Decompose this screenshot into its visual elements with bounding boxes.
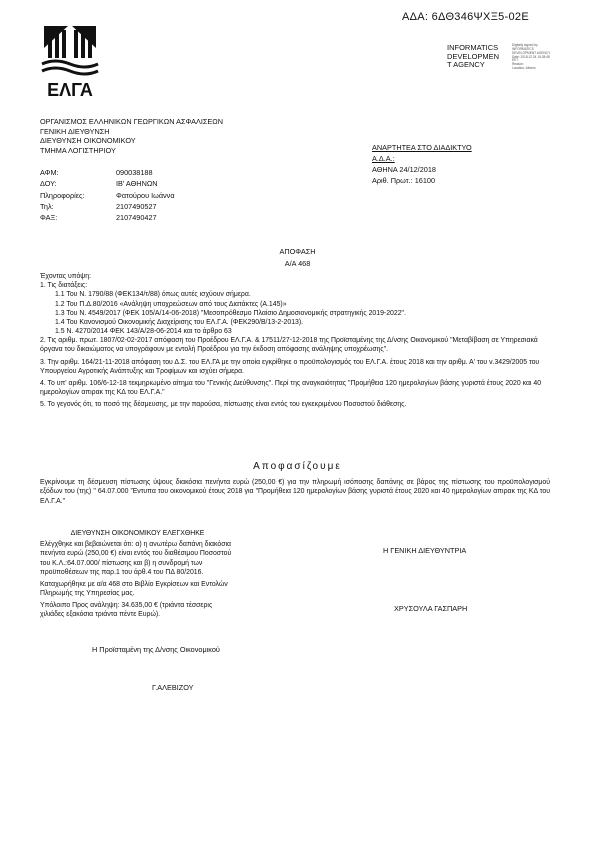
- decision-paragraph: Εγκρίνουμε τη δέσμευση πίστωσης ύψους διακόσια πενήντα ευρώ (250,00 €) για την πληρωμή ισόποσης δαπάνης σε βάρος της πίστωσης του προϋπολογισμού εξόδων του (της) " 64.07.000 'Έντυπα του οικονομικού έτους 2018 για "Προμήθεια 120 ημερολογίων βάσης γυριστά έτους 2020 και 40 ημερολογίων απιρακ της ΚΔ του ΕΛ.Γ.Α.": [40, 479, 550, 505]
- general-director-name: ΧΡΥΣΟΥΛΑ ΓΑΣΠΑΡΗ: [394, 604, 468, 613]
- logo-text: ΕΛΓΑ: [47, 80, 93, 100]
- decide-heading: Αποφασίζουμε: [253, 461, 342, 472]
- elga-logo: [40, 22, 100, 100]
- general-director-title: Η ΓΕΝΙΚΗ ΔΙΕΥΘΥΝΤΡΙΑ: [383, 546, 467, 555]
- signer-name: INFORMATICS DEVELOPMEN T AGENCY: [447, 43, 500, 70]
- ada-code: ΑΔΑ: 6ΔΘ346ΨΧΞ5-02Ε: [401, 11, 529, 23]
- contact-info: ΑΦΜ: 090038188 ΔΟΥ: ΙΒ' ΑΘΗΝΩΝ Πληροφορίες: Φατούρου Ιωάννα Τηλ: 2107490527 ΦΑΞ: 2107490427: [40, 168, 175, 223]
- finance-head-title: Η Προϊσταμένη της Δ/νσης Οικονομικού: [92, 645, 220, 654]
- considerations: Έχοντας υπόψη: 1. Τις διατάξεις: 1.1 Του Ν. 1790/88 (ΦΕΚ134/τ/88) όπως αυτές ισχύουν σήμερα. 1.2 Του Π.Δ.80/2016 «Ανάληψη υποχρεώσεων από τους Διατάκτες (Α.145)» 1.3 Του Ν. 4549/2017 (ΦΕΚ 105/Α/14-06-2018) "Μεσοπρόθεσμο Πλαίσιο Δημοσιονομικής στρατηγικής 2019-2022". 1.4 Του Κανονισμού Οικονομικής Διαχείρισης του ΕΛ.Γ.Α. (ΦΕΚ290/Β/13-2-2013). 1.5 Ν. 4270/2014 ΦΕΚ 143/Α/28-06-2014 και το άρθρο 63 2. Τις αριθμ. πρωτ. 1807/02-02-2017 απόφαση του Προέδρου ΕΛ.Γ.Α. & 17511/27-12-2018 της Προϊσταμένης της Δ/νσης Οικονομικού "Μεταβίβαση σε Υπηρεσιακά όργανα του δικαιώματος να υπογράφουν με εντολή Προέδρου για την έκδοση απόφασης ανάληψης υποχρέωσης". 3. Την αριθμ. 164/21-11-2018 απόφαση του Δ.Σ. του ΕΛ.ΓΑ με την οποία εγκρίθηκε ο προϋπολογισμός του ΕΛ.Γ.Α. έτους 2018 και την αριθμ. Α' του ν.3429/2005 του Υπουργείου Αγροτικής Ανάπτυξης και Τροφίμων και ισχύει σήμερα. 4. Το υπ' αριθμ. 106/6-12-18 τεκμηριωμένο αίτημα του "Γενικής Διεύθυνσης". Περί της αναγκαιότητας "Προμήθεια 120 ημερολογίων βάσης γυριστά έτους 2020 και 40 ημερολογίων απιρακ της ΚΔ του ΕΛ.Γ.Α." 5. Το γεγονός ότι, το ποσό της δέσμευσης, με την παρούσα, πίστωσης είναι εντός του εγκεκριμένου Ποσοστού διάθεσης.: [40, 273, 542, 409]
- decision-title: ΑΠΟΦΑΣΗ Α/Α 468: [279, 247, 316, 268]
- signature-details: Digitally signed by INFORMATICS DEVELOPMENT AGENCY Date: 2018.12.24 15:28:48 EET Reason: Location: Athens: [512, 43, 551, 71]
- finance-head-name: Γ.ΑΛΕΒΙΖΟΥ: [152, 683, 194, 692]
- finance-control-block: ΔΙΕΥΘΥΝΣΗ ΟΙΚΟΝΟΜΙΚΟΥ ΕΛΕΓΧΘΗΚΕ Ελέγχθηκε και βεβαιώνεται ότι: α) η ανωτέρω δαπάνη διακόσια πενήντα ευρώ (250,00 €) είναι εντός του διαθέσιμου Ποσοστού του Κ.Λ.:64.07.000/ πίστωσης και β) η συνδρομή των προϋποθέσεων της παρ.1 του άρθ.4 του ΠΔ 80/2016. Καταχωρήθηκε με α/α 468 στο Βιβλίο Εγκρίσεων και Εντολών Πληρωμής της Υπηρεσίας μας. Υπόλοιπο Προς ανάληψη: 34.635,00 € (τριάντα τέσσερις χιλιάδες εξακόσια τριάντα πέντε Ευρώ).: [40, 530, 232, 619]
- organization-header: ΟΡΓΑΝΙΣΜΟΣ ΕΛΛΗΝΙΚΩΝ ΓΕΩΡΓΙΚΩΝ ΑΣΦΑΛΙΣΕΩΝ ΓΕΝΙΚΗ ΔΙΕΥΘΥΝΣΗ ΔΙΕΥΘΥΝΣΗ ΟΙΚΟΝΟΜΙΚΟΥ ΤΜΗΜΑ ΛΟΓΙΣΤΗΡΙΟΥ: [40, 117, 223, 155]
- reference-block: ΑΝΑΡΤΗΤΕΑ ΣΤΟ ΔΙΑΔΙΚΤΥΟ Α.Δ.Α.: ΑΘΗΝΑ 24/12/2018 Αριθ. Πρωτ.: 16100: [372, 143, 472, 185]
